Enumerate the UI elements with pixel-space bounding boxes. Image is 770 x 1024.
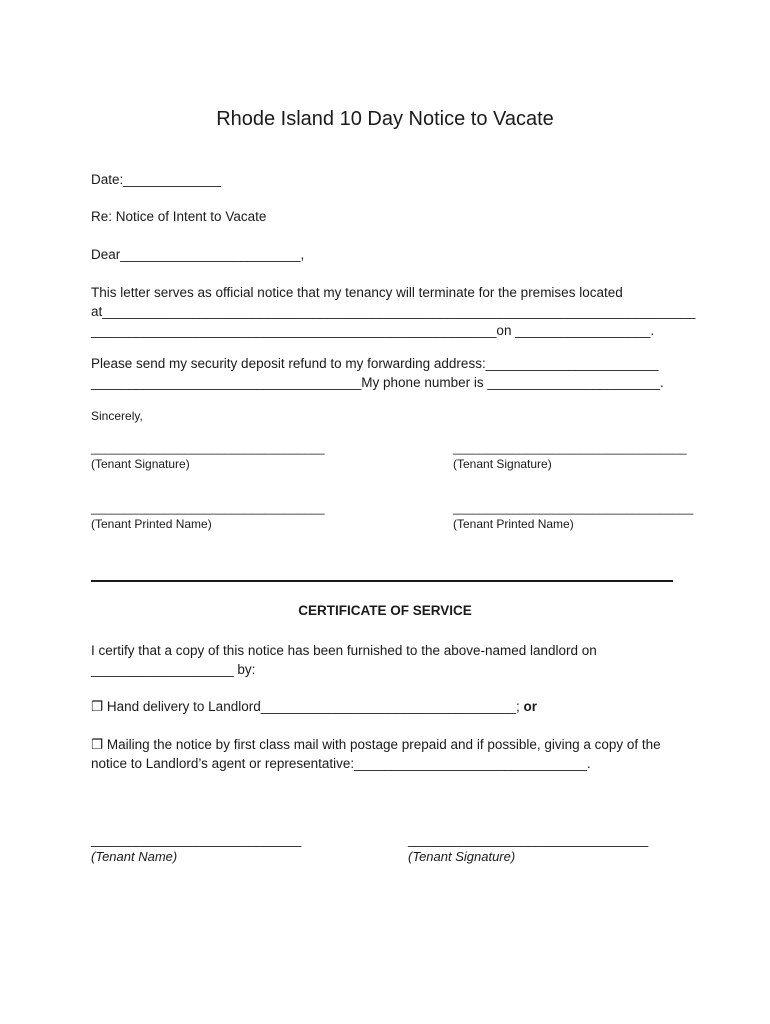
- checkbox-icon: ❐: [91, 699, 104, 714]
- tenant-printed-name-line-right: ____________________________________: [453, 501, 694, 515]
- dear-field: Dear________________________,: [91, 247, 305, 262]
- checkbox-icon: ❐: [91, 737, 104, 752]
- document-title: Rhode Island 10 Day Notice to Vacate: [216, 108, 554, 130]
- termination-date-field: ______________________________________________________on __________________.: [91, 323, 655, 338]
- certificate-tenant-signature-label: (Tenant Signature): [408, 849, 516, 864]
- tenant-printed-name-label-left: (Tenant Printed Name): [91, 517, 212, 531]
- mailing-option: [91, 737, 661, 753]
- tenant-name-label: (Tenant Name): [91, 849, 178, 864]
- hand-delivery-text: Hand delivery to Landlord__________________________________;: [106, 699, 520, 714]
- forwarding-address-field: Please send my security deposit refund to my forwarding address:_______________________: [91, 356, 659, 371]
- phone-number-field: ____________________________________My phone number is _______________________.: [91, 375, 664, 390]
- notice-line-1: This letter serves as official notice that my tenancy will terminate for the premises located: [91, 285, 623, 300]
- premises-address-field: at_______________________________________________________________________________: [91, 304, 696, 319]
- tenant-name-line: ____________________________: [91, 832, 302, 847]
- date-field: Date:_____________: [91, 172, 221, 187]
- tenant-signature-label-left: (Tenant Signature): [91, 457, 190, 471]
- mailing-text-line-2: notice to Landlord’s agent or representative:_______________________________.: [91, 756, 591, 771]
- certificate-line-1: I certify that a copy of this notice has been furnished to the above-named landlord on: [91, 643, 597, 658]
- certificate-tenant-signature-line: ________________________________: [408, 832, 649, 847]
- mailing-text-line-1: Mailing the notice by first class mail with postage prepaid and if possible, giving a copy of the: [106, 737, 661, 752]
- tenant-printed-name-label-right: (Tenant Printed Name): [453, 517, 574, 531]
- tenant-signature-line-right: ___________________________________: [453, 441, 687, 455]
- tenant-printed-name-line-left: ___________________________________: [91, 501, 325, 515]
- re-line: Re: Notice of Intent to Vacate: [91, 209, 267, 224]
- or-text: or: [523, 699, 538, 714]
- tenant-signature-line-left: ___________________________________: [91, 441, 325, 455]
- certificate-title: CERTIFICATE OF SERVICE: [298, 603, 472, 618]
- tenant-signature-label-right: (Tenant Signature): [453, 457, 552, 471]
- hand-delivery-option: [91, 699, 537, 715]
- service-date-field: ___________________ by:: [91, 662, 256, 677]
- sincerely-text: Sincerely,: [91, 409, 143, 423]
- section-divider: [91, 580, 673, 582]
